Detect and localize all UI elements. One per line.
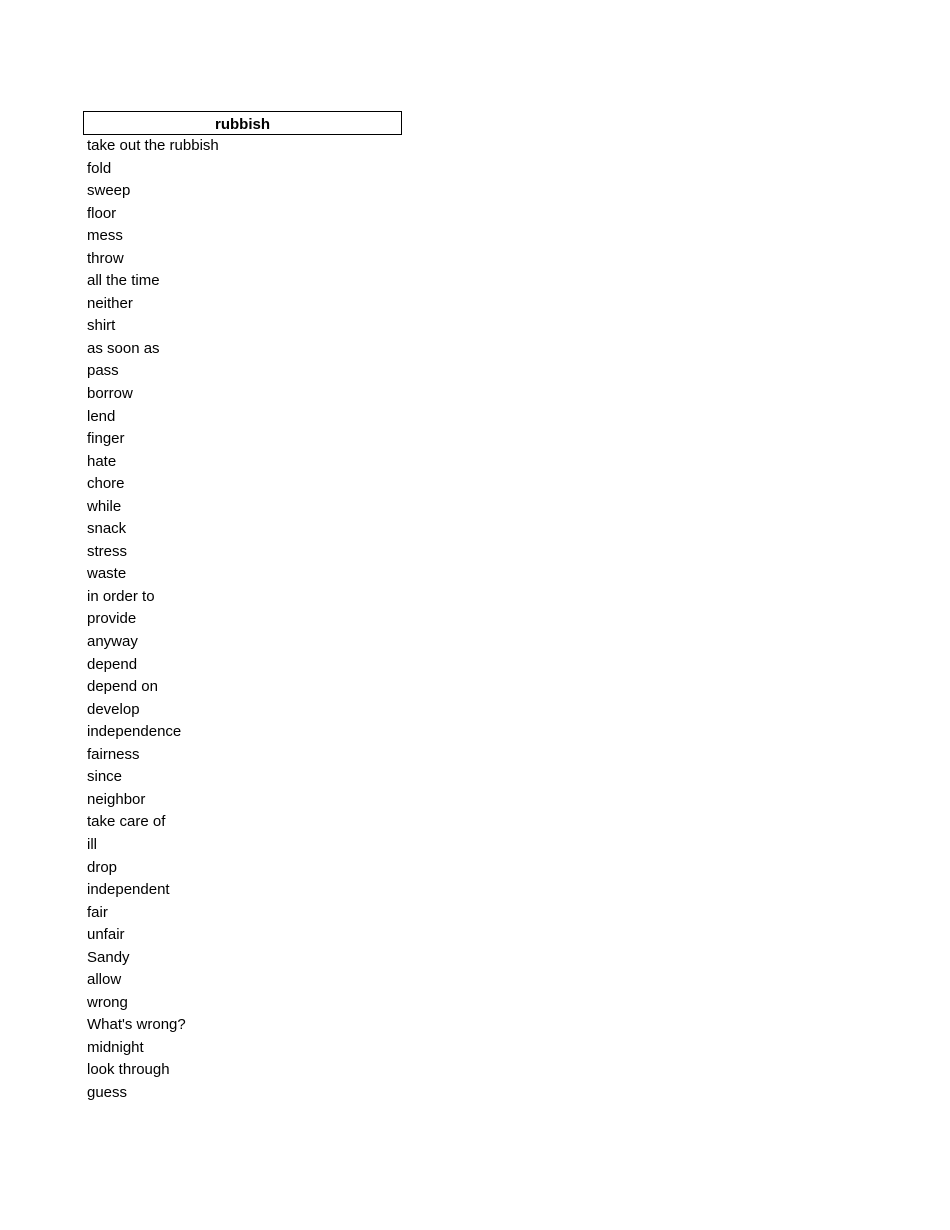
- word-cell: in order to: [87, 587, 155, 605]
- word-cell: hate: [87, 452, 117, 470]
- word-cell: ill: [87, 835, 97, 853]
- word-cell: depend: [87, 655, 138, 673]
- word-cell: all the time: [87, 272, 160, 290]
- word-cell: pass: [87, 362, 119, 380]
- word-cell: waste: [87, 565, 127, 583]
- word-cell: shirt: [87, 317, 116, 335]
- word-cell: take out the rubbish: [87, 137, 219, 154]
- header-cell: rubbish: [83, 111, 402, 135]
- word-cell: borrow: [87, 385, 133, 403]
- vocabulary-sheet: [83, 111, 403, 1105]
- word-cell: What's wrong?: [87, 1016, 186, 1034]
- word-cell: since: [87, 768, 123, 786]
- word-cell: lend: [87, 407, 116, 425]
- word-cell: guess: [87, 1083, 128, 1101]
- word-cell: throw: [87, 249, 124, 267]
- word-cell: while: [87, 497, 122, 515]
- word-cell: drop: [87, 858, 118, 876]
- word-cell: depend on: [87, 678, 158, 696]
- word-list: [83, 135, 403, 1105]
- word-cell: as soon as: [87, 339, 160, 357]
- word-cell: midnight: [87, 1038, 144, 1056]
- word-cell: wrong: [87, 993, 128, 1011]
- word-cell: neither: [87, 294, 133, 312]
- word-cell: finger: [87, 430, 125, 448]
- word-cell: snack: [87, 520, 127, 538]
- word-cell: fair: [87, 903, 108, 921]
- word-cell: sweep: [87, 182, 131, 200]
- word-cell: chore: [87, 475, 125, 493]
- word-cell: take care of: [87, 813, 166, 831]
- word-cell: floor: [87, 204, 117, 222]
- word-cell: allow: [87, 971, 122, 989]
- word-cell: provide: [87, 610, 137, 628]
- word-cell: independence: [87, 723, 182, 741]
- word-cell: unfair: [87, 926, 125, 944]
- word-cell: anyway: [87, 633, 138, 651]
- word-cell: independent: [87, 881, 170, 899]
- word-cell: mess: [87, 227, 123, 245]
- word-cell: look through: [87, 1061, 170, 1079]
- word-cell: develop: [87, 700, 140, 718]
- word-cell: fold: [87, 159, 112, 177]
- word-cell: Sandy: [87, 948, 130, 966]
- word-cell: neighbor: [87, 790, 146, 808]
- word-cell: stress: [87, 542, 128, 560]
- word-cell: fairness: [87, 745, 140, 763]
